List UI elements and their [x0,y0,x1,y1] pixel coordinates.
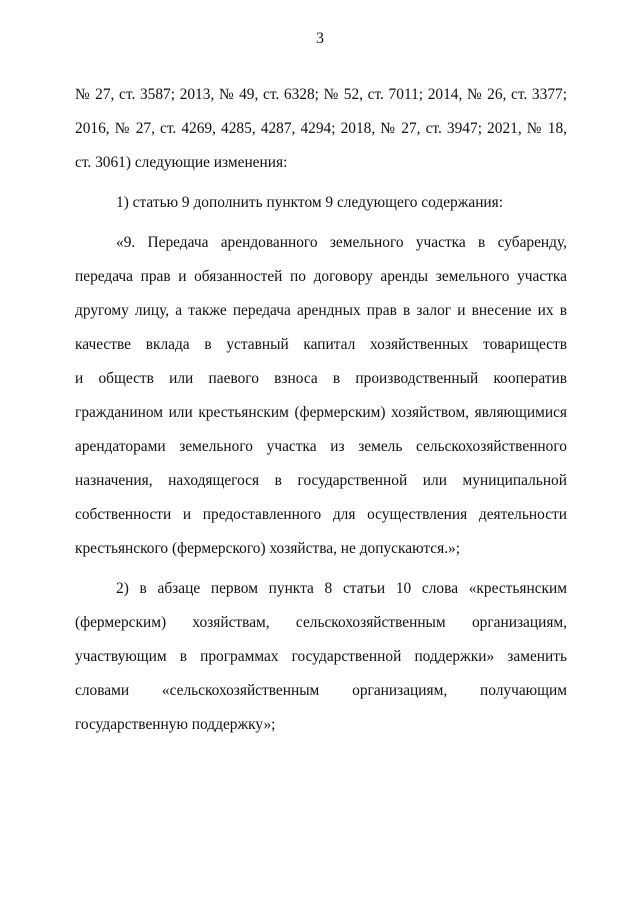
text-line: собственности и предоставленного для осуществления деятельности [75,506,567,523]
text-line: 2) в абзаце первом пункта 8 статьи 10 слова «крестьянским [116,580,567,597]
paragraph [75,78,567,180]
text-line: 1) статью 9 дополнить пунктом 9 следующего содержания: [116,194,504,211]
text-line: назначения, находящегося в государственной или муниципальной [75,472,567,489]
paragraph [75,186,567,220]
text-line: (фермерским) хозяйствам, сельскохозяйственным организациям, [75,614,567,631]
text-line: 2016, № 27, ст. 4269, 4285, 4287, 4294; 2018, № 27, ст. 3947; 2021, № 18, [75,120,567,137]
text-line: крестьянского (фермерского) хозяйства, не допускаются.»; [75,540,461,557]
text-line: качестве вклада в уставный капитал хозяйственных товариществ [75,336,567,353]
paragraph [75,572,567,742]
text-line: другому лицу, а также передача арендных прав в залог и внесение их в [75,302,567,319]
text-line: государственную поддержку»; [75,716,276,733]
document-body [75,78,567,742]
text-line: передача прав и обязанностей по договору аренды земельного участка [75,268,567,285]
text-line: № 27, ст. 3587; 2013, № 49, ст. 6328; № 52, ст. 7011; 2014, № 26, ст. 3377; [75,86,567,103]
text-line: и обществ или паевого взноса в производственный кооператив [75,370,567,387]
paragraph [75,226,567,566]
text-line: ст. 3061) следующие изменения: [75,154,288,171]
text-line: «9. Передача арендованного земельного участка в субаренду, [116,234,567,251]
text-line: арендаторами земельного участка из земель сельскохозяйственного [75,438,567,455]
text-line: гражданином или крестьянским (фермерским) хозяйством, являющимися [75,404,567,421]
text-line: словами «сельскохозяйственным организациям, получающим [75,682,567,699]
page-number: 3 [316,30,324,47]
text-line: участвующим в программах государственной поддержки» заменить [75,648,567,665]
